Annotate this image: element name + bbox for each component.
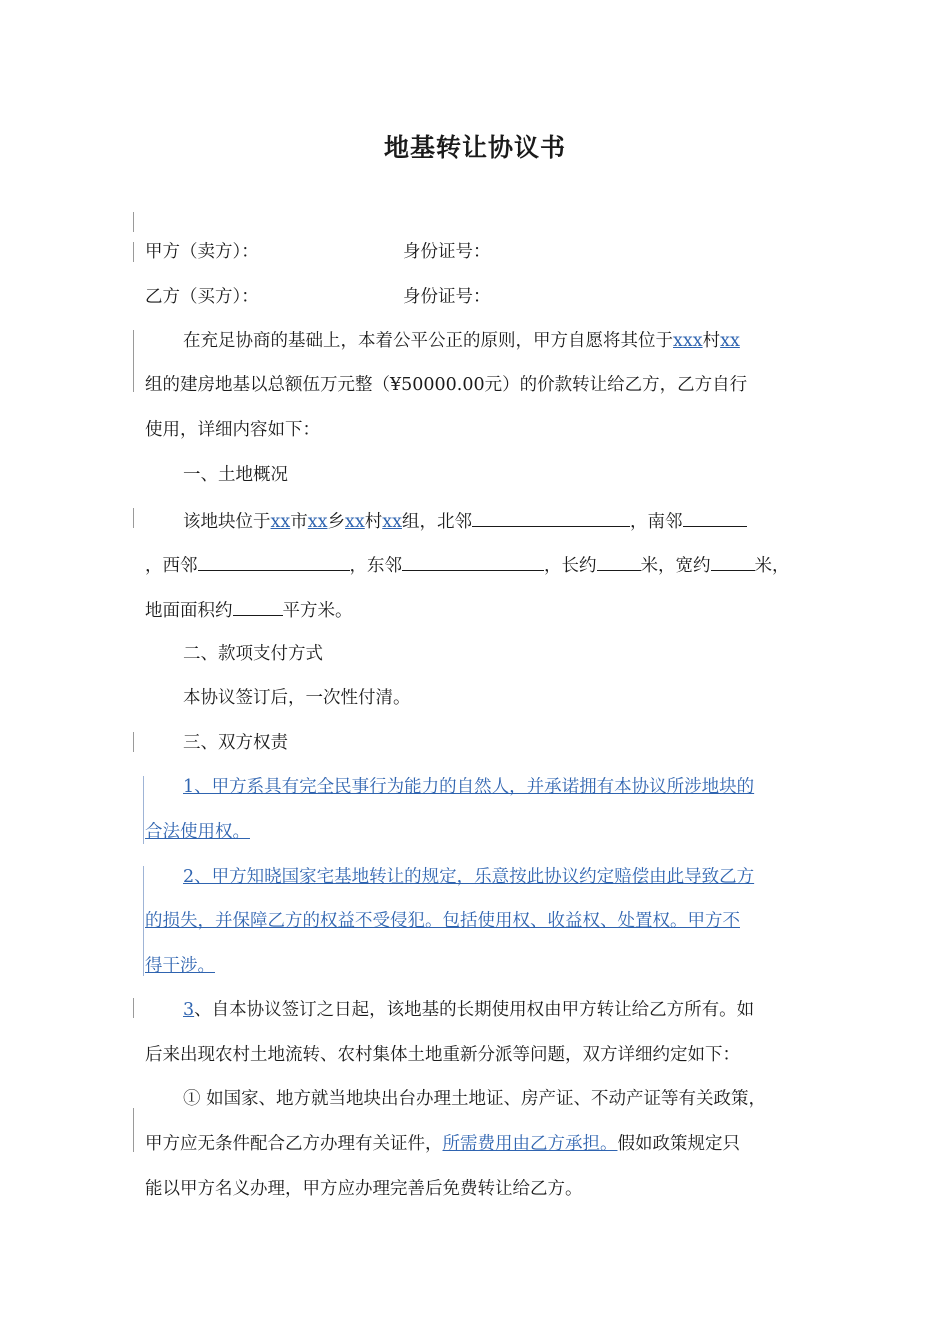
revision-bar [133,330,134,392]
section-1-text: 村 [364,512,383,532]
sub-clause-1-line-1: ① 如国家、地方就当地块出台办理土地证、房产证、不动产证等有关政策， [183,1089,767,1109]
section-1-text: ，南邻 [630,512,683,532]
party-a-label: 甲方（卖方）： [145,242,259,262]
field-group-2: xx [382,512,402,532]
clause-2-line-2: 的损失，并保障乙方的权益不受侵犯。包括使用权、收益权、处置权。甲方不 [145,911,740,931]
revision-bar [133,1108,134,1152]
section-1-text: 该地块位于 [183,512,271,532]
sub-clause-text: 假如政策规定只 [617,1134,740,1154]
south-blank [683,508,747,527]
section-1-text: 市 [290,512,308,532]
intro-text: 在充足协商的基础上，本着公平公正的原则，甲方自愿将其位于 [183,331,673,351]
field-city: xx [270,512,291,532]
section-3-heading: 三、双方权责 [183,733,288,753]
party-b-label: 乙方（买方）： [145,287,259,307]
section-1-text: 米，宽约 [640,556,711,576]
intro-line-1 [183,329,740,353]
revision-bar [133,242,134,262]
party-b-id [403,285,491,309]
clause-1-line-1: 1、甲方系具有完全民事行为能力的自然人，并承诺拥有本协议所涉地块的 [183,777,755,797]
sub-clause-1-line-2 [145,1132,740,1156]
party-a-id-label: 身份证号： [403,242,491,262]
section-1-text: 组，北邻 [402,512,472,532]
intro-text: 村 [702,331,721,351]
section-1-line-2 [145,552,790,578]
length-blank [597,552,641,571]
area-blank [233,597,283,616]
party-a-id [403,240,491,264]
clause-3-line-1 [183,998,754,1022]
section-1-text: ，东邻 [349,556,402,576]
revision-bar [133,212,134,232]
clause-1-line-2: 合法使用权。 [145,822,250,842]
revision-bar [133,508,134,528]
field-village-2: xx [345,512,365,532]
section-1-line-1 [183,508,747,534]
revision-bar [133,998,134,1018]
document-title: 地基转让协议书 [383,133,566,162]
section-2-text: 本协议签订后，一次性付清。 [183,688,411,708]
sub-clause-text: 甲方应无条件配合乙方办理有关证件， [145,1134,443,1154]
section-1-text: ，长约 [544,556,597,576]
clause-3-number: 3 [183,1000,195,1020]
field-group: xx [720,331,740,351]
section-2-heading: 二、款项支付方式 [183,644,323,664]
east-blank [402,552,544,571]
clause-3-line-2: 后来出现农村土地流转、农村集体土地重新分派等问题，双方详细约定如下： [145,1045,740,1065]
intro-line-2: 组的建房地基以总额伍万元整（¥50000.00元）的价款转让给乙方，乙方自行 [145,375,748,395]
section-1-line-3 [145,597,353,623]
revision-bar [143,866,144,976]
section-1-text: 米， [754,556,790,576]
section-1-text: 平方米。 [282,601,353,621]
clause-3-text: 、自本协议签订之日起，该地基的长期使用权由甲方转让给乙方所有。如 [194,1000,755,1020]
field-village: xxx [673,331,703,351]
party-b-id-label: 身份证号： [403,287,491,307]
field-town: xx [307,512,328,532]
section-1-heading: 一、土地概况 [183,465,288,485]
revision-bar [143,776,144,844]
clause-2-line-1: 2、甲方知晓国家宅基地转让的规定，乐意按此协议约定赔偿由此导致乙方 [183,867,755,887]
intro-line-3: 使用，详细内容如下： [145,420,320,440]
west-blank [198,552,350,571]
section-1-text: 地面面积约 [145,601,233,621]
section-1-text: 乡 [327,512,345,532]
section-1-text: ，西邻 [145,556,198,576]
fee-clause-revision: 所需费用由乙方承担。 [442,1134,618,1154]
north-blank [472,508,630,527]
revision-bar [133,732,134,752]
sub-clause-1-line-3: 能以甲方名义办理，甲方应办理完善后免费转让给乙方。 [145,1179,583,1199]
clause-2-line-3: 得干涉。 [145,956,215,976]
party-b-line [145,285,259,309]
width-blank [711,552,755,571]
party-a-line [145,240,259,264]
